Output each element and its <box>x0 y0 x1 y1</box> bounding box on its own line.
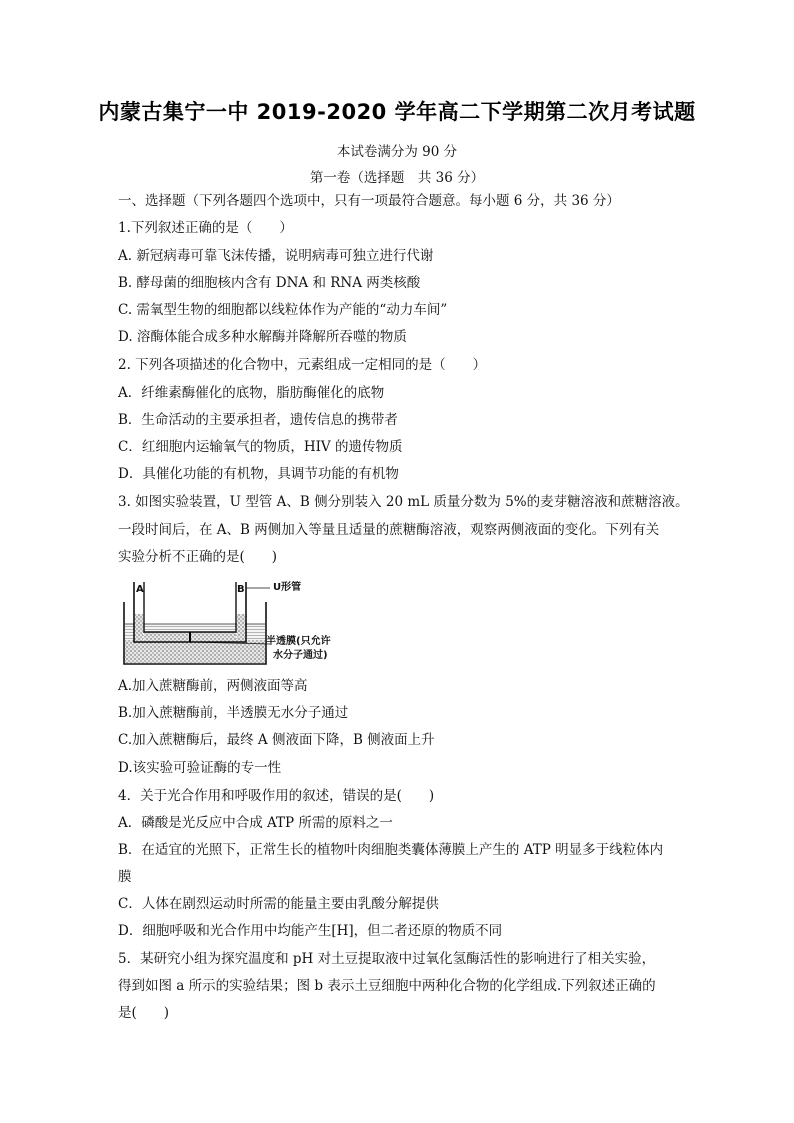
q3-option-d: D.该实验可验证酶的专一性 <box>118 760 282 776</box>
score-note: 本试卷满分为 90 分 <box>336 144 458 160</box>
q1-option-d: D. 溶酶体能合成多种水解酶并降解所吞噬的物质 <box>118 329 407 345</box>
q4-option-c: C．人体在剧烈运动时所需的能量主要由乳酸分解提供 <box>118 896 439 912</box>
q3-option-b: B.加入蔗糖酶前，半透膜无水分子通过 <box>118 705 349 721</box>
q5-stem-line-3: 是( ) <box>118 1005 170 1021</box>
q1-option-b: B. 酵母菌的细胞核内含有 DNA 和 RNA 两类核酸 <box>118 275 421 291</box>
q2-stem: 2. 下列各项描述的化合物中，元素组成一定相同的是（ ） <box>118 357 487 373</box>
q4-option-a: A．磷酸是光反应中合成 ATP 所需的原料之一 <box>118 815 393 831</box>
q2-option-c: C．红细胞内运输氧气的物质，HIV 的遗传物质 <box>118 439 403 455</box>
q1-stem: 1.下列叙述正确的是（ ） <box>118 220 293 236</box>
u-tube-figure <box>118 574 338 670</box>
q2-option-d: D．具催化功能的有机物，具调节功能的有机物 <box>118 466 399 482</box>
q1-option-a: A. 新冠病毒可靠飞沫传播，说明病毒可独立进行代谢 <box>118 248 434 264</box>
q2-option-a: A．纤维素酶催化的底物，脂肪酶催化的底物 <box>118 385 385 401</box>
q4-option-d: D．细胞呼吸和光合作用中均能产生[H]，但二者还原的物质不同 <box>118 923 503 939</box>
q2-option-b: B．生命活动的主要承担者，遗传信息的携带者 <box>118 412 398 428</box>
q3-option-c: C.加入蔗糖酶后，最终 A 侧液面下降，B 侧液面上升 <box>118 732 435 748</box>
figure-label-b: B <box>237 584 245 595</box>
q1-option-c: C. 需氧型生物的细胞都以线粒体作为产能的“动力车间” <box>118 302 448 318</box>
q3-option-a: A.加入蔗糖酶前，两侧液面等高 <box>118 678 308 694</box>
q4-option-b-continued: 膜 <box>118 869 132 885</box>
q5-stem-line-2: 得到如图 a 所示的实验结果；图 b 表示土豆细胞中两种化合物的化学组成.下列叙述正确的 <box>118 978 656 994</box>
q3-stem-line-3: 实验分析不正确的是( ) <box>118 549 278 565</box>
q4-option-b: B．在适宜的光照下，正常生长的植物叶肉细胞类囊体薄膜上产生的 ATP 明显多于线粒体内 <box>118 842 664 858</box>
section-heading: 一、选择题（下列各题四个选项中，只有一项最符合题意。每小题 6 分，共 36 分） <box>118 193 620 209</box>
figure-label-membrane-2: 水分子通过) <box>273 650 328 661</box>
figure-label-a: A <box>136 584 144 595</box>
q5-stem-line-1: 5．某研究小组为探究温度和 pH 对土豆提取液中过氧化氢酶活性的影响进行了相关实验， <box>118 951 656 967</box>
q3-stem-line-1: 3. 如图实验装置，U 型管 A、B 侧分别装入 20 mL 质量分数为 5%的麦芽糖溶液和蔗糖溶液。 <box>118 494 689 510</box>
figure-label-membrane-1: 半透膜(只允许 <box>266 636 331 647</box>
volume-heading: 第一卷（选择题 共 36 分） <box>309 170 485 186</box>
figure-label-utube: U形管 <box>273 582 302 593</box>
q3-stem-line-2: 一段时间后，在 A、B 两侧加入等量且适量的蔗糖酶溶液，观察两侧液面的变化。下列有关 <box>118 522 660 538</box>
q4-stem: 4．关于光合作用和呼吸作用的叙述，错误的是( ) <box>118 788 435 804</box>
page-title: 内蒙古集宁一中 2019-2020 学年高二下学期第二次月考试题 <box>98 100 696 124</box>
